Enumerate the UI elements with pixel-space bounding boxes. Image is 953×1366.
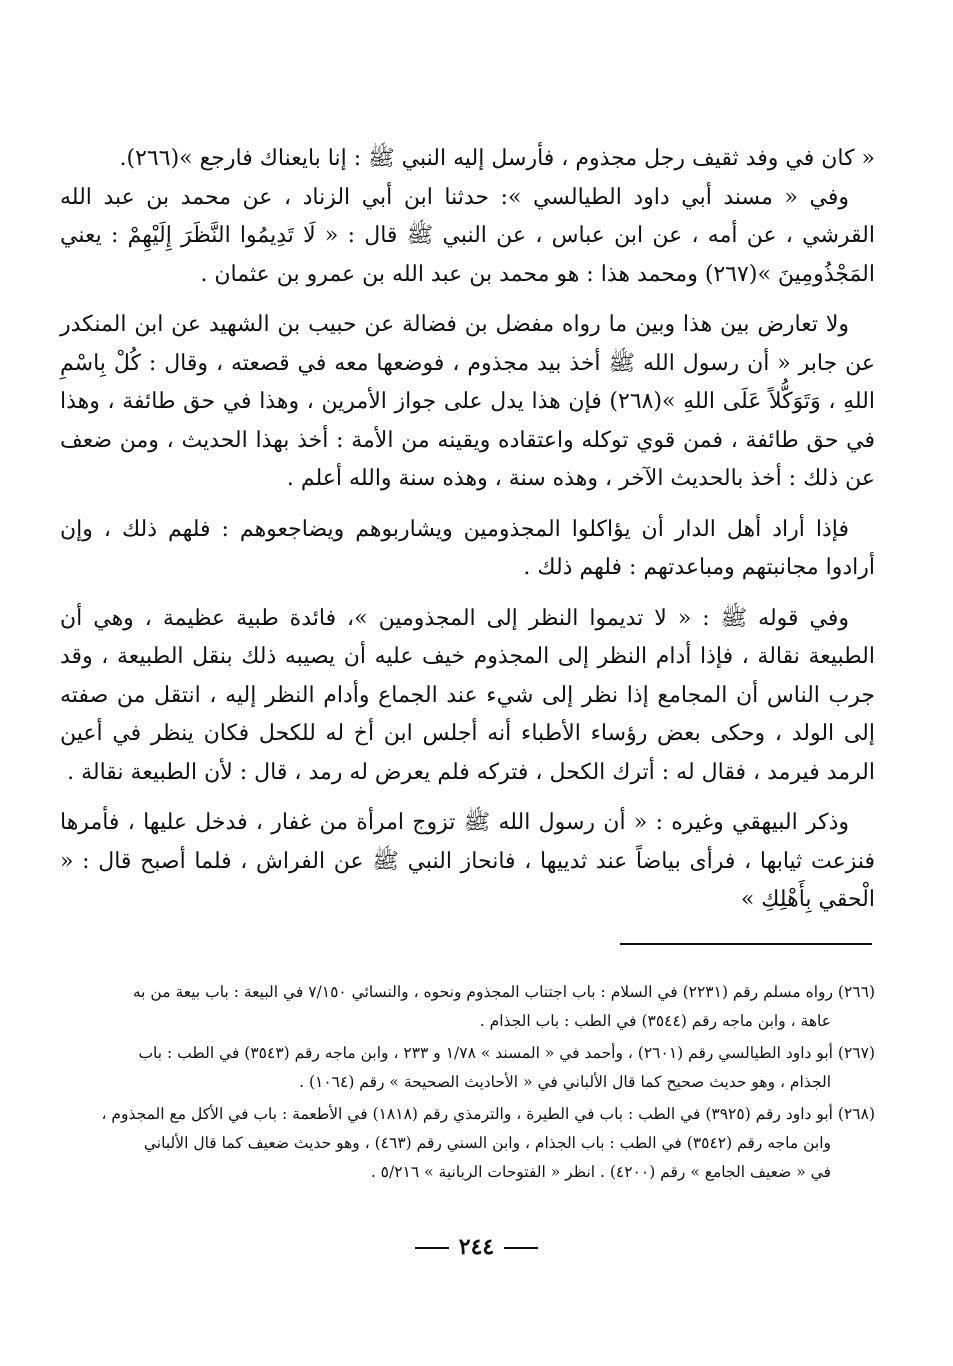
footnote-267-continued: الجذام ، وهو حديث صحيح كما قال الألباني في « الأحاديث الصحيحة » رقم (١٠٦٤) . bbox=[299, 1073, 831, 1091]
footnotes bbox=[60, 978, 875, 1187]
paragraph-5: وفي قوله ﷺ : « لا تديموا النظر إلى المجذومين »، فائدة طبية عظيمة ، وهي أن الطبيعة نقالة ، فإذا أدام النظر إلى المجذوم خيف عليه أن يصيبه ذلك بنقل الطبيعة ، وقد جرب الناس أن المجامع إذا نظر إلى شيء عند الجماع وأدام النظر إليه ، انتقل من صفته إلى الولد ، وحكى بعض رؤساء الأطباء أنه أجلس ابن أخ له للكحل فكان ينظر في أعين الرمد فيرمد ، فقال له : أترك الكحل ، فتركه فلم يعرض له رمد ، قال : لأن الطبيعة نقالة . bbox=[60, 605, 875, 785]
paragraph-6: وذكر البيهقي وغيره : « أن رسول الله ﷺ تزوج امرأة من غفار ، فدخل عليها ، فأمرها فنزعت ثيابها ، فرأى بياضاً عند ثدييها ، فانحاز النبي ﷺ عن الفراش ، فلما أصبح قال : « الْحقي بِأَهْلِكِ » bbox=[60, 810, 875, 912]
main-text bbox=[60, 140, 875, 920]
paragraph-1: « كان في وفد ثقيف رجل مجذوم ، فأرسل إليه النبي ﷺ : إنا بايعناك فارجع »(٢٦٦). bbox=[119, 146, 875, 171]
page-number-dash-left bbox=[415, 1247, 449, 1249]
footnote-266: (٢٦٦) رواه مسلم رقم (٢٢٣١) في السلام : باب اجتناب المجذوم ونحوه ، والنسائي ٧/١٥٠ في البيعة : باب بيعة من به bbox=[132, 983, 875, 1001]
footnote-266-continued: عاهة ، وابن ماجه رقم (٣٥٤٤) في الطب : باب الجذام . bbox=[479, 1012, 831, 1030]
footnote-separator bbox=[620, 943, 872, 945]
footnote-268: (٢٦٨) أبو داود رقم (٣٩٢٥) في الطب : باب في الطيرة ، والترمذي رقم (١٨١٨) في الأطعمة : باب في الأكل مع المجذوم ، bbox=[101, 1105, 875, 1123]
page-number bbox=[0, 1234, 953, 1260]
footnote-268-continued: وابن ماجه رقم (٣٥٤٢) في الطب : باب الجذام ، وابن السني رقم (٤٦٣) ، وهو حديث ضعيف كما قال الألباني bbox=[143, 1134, 831, 1152]
paragraph-4: فإذا أراد أهل الدار أن يؤاكلوا المجذومين ويشاربوهم ويضاجعوهم : فلهم ذلك ، وإن أرادوا مجانبتهم ومباعدتهم : فلهم ذلك . bbox=[60, 516, 875, 580]
page-number-dash-right bbox=[504, 1247, 538, 1249]
page-number-value: ٢٤٤ bbox=[458, 1234, 495, 1260]
paragraph-3: ولا تعارض بين هذا وبين ما رواه مفضل بن فضالة عن حبيب بن الشهيد عن ابن المنكدر عن جابر « أن رسول الله ﷺ أخذ بيد مجذوم ، فوضعها معه في قصعته ، وقال : كُلْ بِاسْمِ اللهِ ، وَتَوَكُّلاً عَلَى اللهِ »(٢٦٨) فإن هذا يدل على جواز الأمرين ، وهذا في حق طائفة ، وهذا في حق طائفة ، فمن قوي توكله واعتقاده ويقينه من الأمة : أخذ بهذا الحديث ، ومن ضعف عن ذلك : أخذ بالحديث الآخر ، وهذه سنة ، وهذه سنة والله أعلم . bbox=[60, 312, 875, 491]
footnote-267: (٢٦٧) أبو داود الطيالسي رقم (٢٦٠١) ، وأحمد في « المسند » ١/٧٨ و ٢٣٣ ، وابن ماجه رقم (٣٥٤٣) في الطب : باب bbox=[138, 1044, 875, 1062]
paragraph-2: وفي « مسند أبي داود الطيالسي »: حدثنا ابن أبي الزناد ، عن محمد بن عبد الله القرشي ، عن أمه ، عن ابن عباس ، عن النبي ﷺ قال : « لَا تَدِيمُوا النَّظَرَ إِلَيْهِمْ : يعني المَجْذُومِينَ »(٢٦٧) ومحمد هذا : هو محمد بن عبد الله بن عمرو بن عثمان . bbox=[60, 184, 875, 287]
footnote-268-continued-2: في « ضعيف الجامع » رقم (٤٢٠٠) . انظر « الفتوحات الربانية » ٥/٢١٦ . bbox=[370, 1163, 831, 1181]
